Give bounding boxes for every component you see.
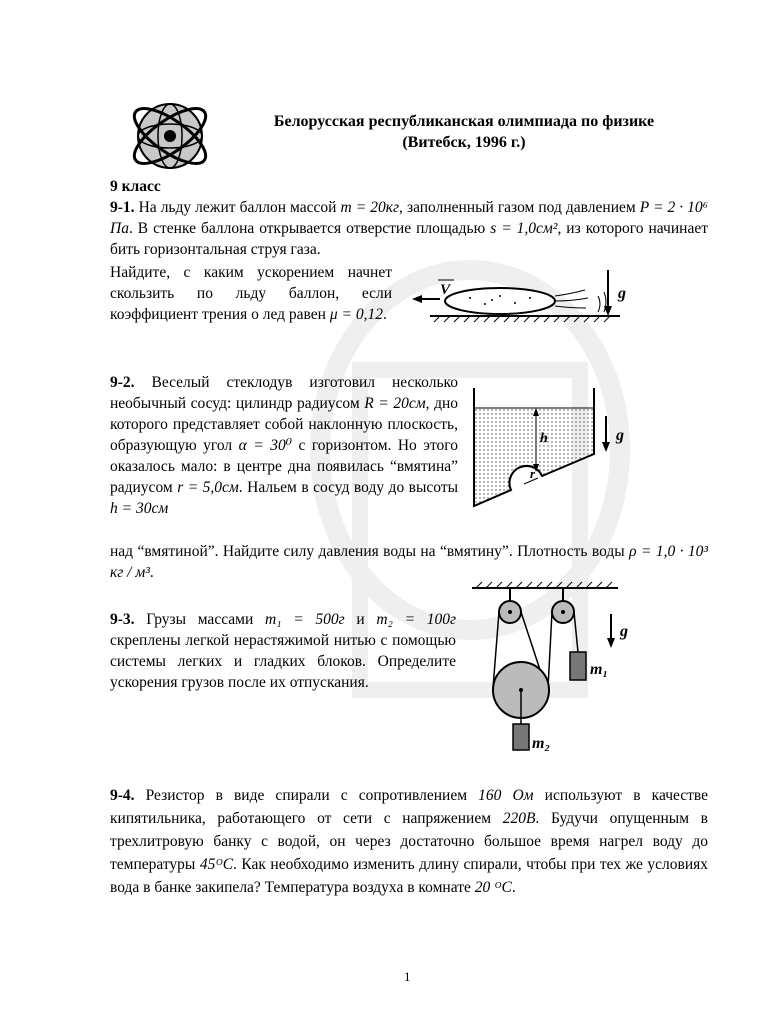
problem-text: с горизонтом. Но этого оказалось мало: в центре дна появилась “вмятина” радиусом xyxy=(110,437,458,496)
weight-m1 xyxy=(570,652,586,680)
problem-text: . Как необходимо изменить длину спирали, чтобы при тех же условиях вода в банке закипела? Температура воздуха в комнате xyxy=(110,856,708,896)
problem-text: Найдите, с каким ускорением начнет скользить по льду баллон, если коэффициент трения о лед равен xyxy=(110,264,392,323)
problem-text: скреплены легкой нерастяжимой нитью с помощью системы легких и гладких блоков. Определите ускорения грузов после их отпускания. xyxy=(110,632,456,691)
gravity-label: g xyxy=(620,623,628,640)
problem-text: используют в качестве кипятильника, работающего от сети с напряжением xyxy=(110,787,709,827)
problem-9-1-intro xyxy=(110,197,708,260)
problem-text: Грузы массами xyxy=(146,611,254,628)
velocity-label: V xyxy=(440,282,451,298)
header-subtitle: (Витебск, 1996 г.) xyxy=(402,134,526,151)
olympiad-logo-icon xyxy=(126,92,214,180)
problem-9-2-text xyxy=(110,372,458,519)
header-title: Белорусская республиканская олимпиада по физике xyxy=(273,113,655,130)
problem-text: и xyxy=(356,611,365,628)
problem-9-1-question xyxy=(110,262,392,325)
punctuation: . xyxy=(382,306,387,323)
problem-9-4-text xyxy=(110,784,708,899)
mass-2-label: m₂ xyxy=(532,735,551,752)
formula-friction: μ = 0,12 xyxy=(329,306,383,323)
figure-pulley-system xyxy=(468,578,658,758)
problem-text: . В стенке баллона открывается отверстие площадью xyxy=(128,220,486,237)
grade-label: 9 класс xyxy=(110,178,161,195)
punctuation: . xyxy=(149,564,154,581)
problem-text: На льду лежит баллон массой xyxy=(138,199,337,216)
formula-radius: R = 20см xyxy=(364,395,426,412)
formula-mass: m = 20кг xyxy=(340,199,400,216)
problem-text: , дно которого представляет собой наклонную плоскость, образующую угол xyxy=(110,395,458,454)
water-fill xyxy=(474,408,594,506)
document-header xyxy=(240,111,688,153)
figure-vessel xyxy=(466,384,656,524)
punctuation: . xyxy=(511,879,516,896)
problem-number: 9-1. xyxy=(110,199,135,216)
dent-radius-label: r xyxy=(530,466,536,481)
height-label: h xyxy=(540,431,548,446)
problem-text: , заполненный газом под давлением xyxy=(399,199,636,216)
problem-number: 9-4. xyxy=(110,787,135,804)
page-number: 1 xyxy=(404,969,411,984)
formula-area: s = 1,0см² xyxy=(490,220,558,237)
formula-density: ρ = 1,0 · 10³ кг / м³ xyxy=(110,543,709,581)
problem-number: 9-3. xyxy=(110,611,135,628)
formula-dent-radius: r = 5,0см xyxy=(177,479,239,496)
formula-temperature-2: 20 ᴼС xyxy=(474,879,512,896)
formula-mass-2: m₂ = 100г xyxy=(376,611,457,628)
problem-text: . Нальем в сосуд воду до высоты xyxy=(238,479,459,496)
problem-9-2-continuation xyxy=(110,541,708,583)
problem-9-3-text xyxy=(110,609,456,693)
formula-pressure: P = 2 · 10⁶ Па xyxy=(110,199,709,237)
formula-resistance: 160 Ом xyxy=(478,787,534,804)
gravity-label: g xyxy=(616,427,624,444)
formula-voltage: 220В xyxy=(502,810,536,827)
weight-m2 xyxy=(513,724,529,750)
formula-height: h = 30см xyxy=(110,500,169,517)
problem-text: . Будучи опущенным в трехлитровую банку с водой, он через достаточно большое время нагрел воду до температуры xyxy=(110,810,708,873)
figure-balloon-on-ice xyxy=(410,266,650,326)
mass-1-label: m₁ xyxy=(590,661,609,678)
formula-angle: α = 30⁰ xyxy=(238,437,292,454)
problem-text: , из которого начинает бить горизонтальная струя газа. xyxy=(110,220,708,258)
balloon-shape xyxy=(445,288,555,314)
gravity-label: g xyxy=(618,285,626,302)
problem-text: Резистор в виде спирали с сопротивлением xyxy=(145,787,468,804)
problem-number: 9-2. xyxy=(110,374,135,391)
problem-text: Веселый стеклодув изготовил несколько необычный сосуд: цилиндр радиусом xyxy=(110,374,459,412)
problem-text: над “вмятиной”. Найдите силу давления воды на “вмятину”. Плотность воды xyxy=(110,543,625,560)
formula-mass-1: m₁ = 500г xyxy=(264,611,345,628)
formula-temperature-1: 45ᴼС xyxy=(199,856,234,873)
